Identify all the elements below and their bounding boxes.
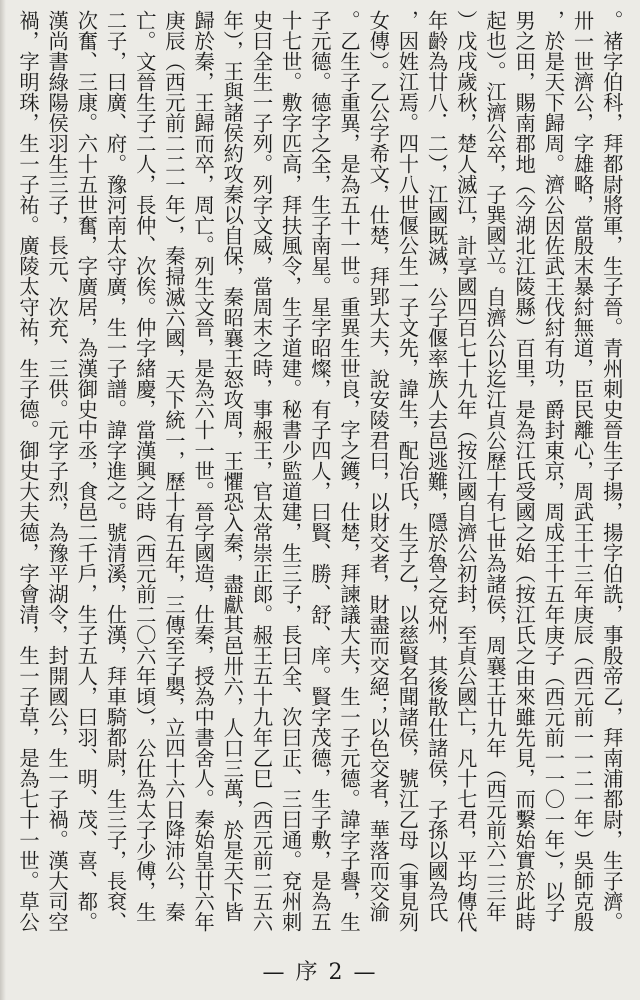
- text-column-2: 卅一世濟公，字雄略，當殷末暴紂無道，臣民離心，周武王十三年庚辰（西元前一一二一年）吳師克殷: [570, 10, 595, 933]
- scan-edge-shadow: [0, 0, 6, 1000]
- page-number: — 序 2 —: [262, 960, 378, 985]
- text-column-5: 起也）。江濟公卒，子巽國立。自濟公以迄江貞公歷十有七世為諸侯，周襄王廿九年（西元前六二三年: [483, 10, 507, 922]
- text-column-14: 年），王與諸侯約攻秦以自保，秦昭襄王怒攻周，王懼恐入秦，盡獻其邑卅六，人口三萬，於是天下皆: [220, 10, 245, 922]
- text-column-10: 。乙生子重異，是為五十一世。重異生世良，字之鑊，仕楚，拜諫議大夫，生一子元德。諱字子譽，生: [337, 10, 362, 933]
- text-column-19: 次奮、三康。六十五世奮，字廣居，為漢御史中丞，食邑二千戶，生子五人，曰羽、明、茂、喜、都。: [74, 10, 99, 933]
- text-column-20: 漢尚書綠陽侯羽生三子，長元、次充、三供。元字子烈，為豫平湖令，封開國公，生一子禍。漢大司空: [45, 10, 70, 933]
- text-column-13: 史曰全生一子列。列字文威，當周末之時，事赧王，官太常崇正郎。赧王五十九年乙巳（西元前二五六: [249, 10, 274, 933]
- text-column-7: 年齡為廿八．二），江國既滅，公子偃率族人去邑逃難，隱於魯之兗州，其後散仕諸侯，子孫以國為氏: [424, 10, 449, 922]
- text-column-1: 。禇字伯科，拜都尉將軍，生子晉。青州刺史晉生子揚，揚字伯詵，事殷帝乙，拜南浦都尉，生子濟。: [599, 10, 624, 933]
- text-column-16: 庚辰（西元前二二一年），秦掃滅六國，天下統一，歷十有五年，三傳至子嬰，立四十六日降沛公，秦: [161, 10, 186, 922]
- text-column-12: 十七世。敷字匹高，拜扶風令，生子道建。秘書少監道建，生三子，長曰全、次曰正、三曰通。兗州刺: [278, 10, 303, 933]
- text-column-9: 女傳）。乙公字希文，仕楚，拜郢大夫，說安陵君曰，以財交者，財盡而交絕；以色交者，華落而交渝: [366, 10, 391, 922]
- text-column-11: 子元德。德字之全，生子南星。星字昭燦，有子四人，曰賢、勝、舒、庠。賢字茂德，生子敷，是為五: [307, 10, 332, 933]
- text-column-18: 二子，曰廣、府。豫河南太守廣，生一子譜。諱字進之。號清溪，仕漢，拜車騎都尉，生三子，長袞、: [103, 10, 128, 933]
- text-column-17: 亡。文晉生子二人，長仲、次俟。仲字緒慶，當漢興之時（西元前二〇六年頃），公仕為太子少傅，生: [132, 10, 157, 922]
- text-column-6: ）戊戌歲秋，楚人滅江，計享國四百七十九年（按江國自濟公初封，至貞公國亡，凡十七君，平均傳代: [453, 10, 478, 933]
- text-column-8: ，因姓江焉。四十八世偃公生一子文先，諱生，配冶氏，生子乙，以慈賢名聞諸侯，號江乙母（事見列: [395, 10, 420, 933]
- text-column-4: 男之田，賜南郡地（今湖北江陵縣）百里，是為江氏受國之始（按江氏之由來雖先見，而繫始實於此時: [512, 10, 537, 933]
- text-column-15: 歸於秦，王歸而卒，周亡。列生文晉，是為六十一世。晉字國造，仕秦，授為中書舍人。秦始皇廿六年: [191, 10, 216, 933]
- text-column-21: 禍，字明珠，生一子祐。廣陵太守祐，生子德。御史大夫德，字會清，生一子草，是為七十一世。草公: [16, 10, 40, 933]
- text-column-3: ，於是天下歸周。濟公因佐武王伐紂有功，爵封東京，周成王十五年庚子（西元前一一〇一年），以子: [541, 10, 566, 922]
- vertical-text-block: [14, 10, 626, 940]
